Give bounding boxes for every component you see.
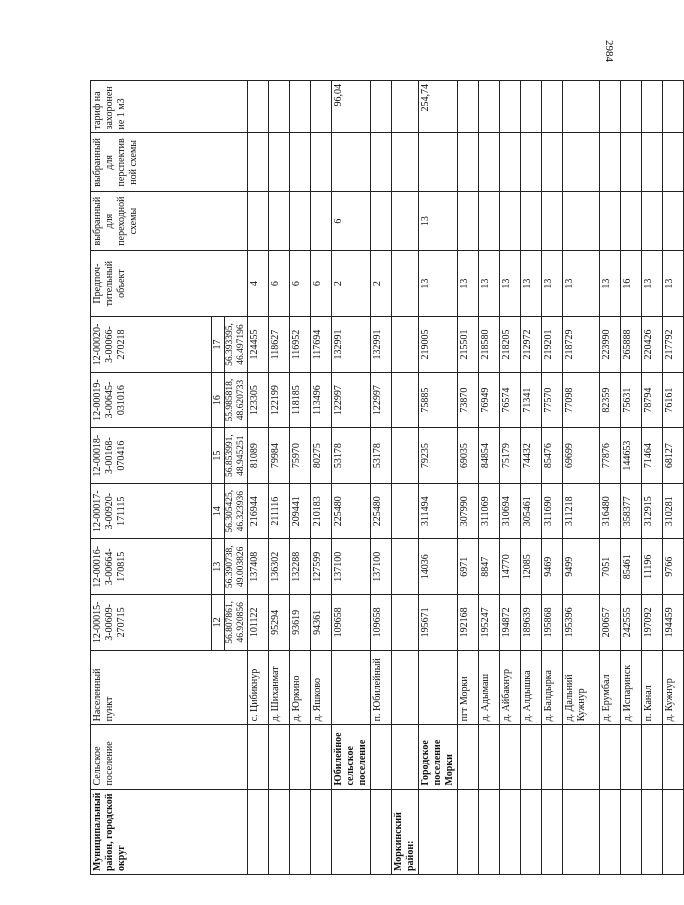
value-cell: 137408 — [248, 539, 269, 595]
district-cell: Моркинский район: — [392, 789, 419, 874]
preferred-object-cell: 13 — [563, 250, 600, 316]
locality-cell: д. Испаринск — [621, 650, 642, 725]
value-cell: 210183 — [311, 483, 332, 539]
value-cell: 74432 — [521, 428, 542, 484]
locality-cell: д. Яшково — [311, 650, 332, 725]
settlement-cell — [563, 725, 600, 789]
selected-perspective-cell — [248, 133, 269, 192]
header-row — [91, 81, 212, 875]
header-object-16: 12-00019-З-00645-031016 — [91, 372, 212, 428]
value-cell — [392, 317, 419, 373]
value-cell: 77098 — [563, 372, 600, 428]
tariff-cell — [269, 81, 290, 133]
locality-cell: д. Алдышка — [521, 650, 542, 725]
value-cell: 101122 — [248, 595, 269, 651]
value-cell: 265888 — [621, 317, 642, 373]
district-cell — [621, 789, 642, 874]
value-cell: 122997 — [371, 372, 392, 428]
selected-perspective-cell — [563, 133, 600, 192]
value-cell: 195671 — [419, 595, 458, 651]
column-number: 15 — [212, 428, 225, 484]
selected-perspective-cell — [479, 133, 500, 192]
value-cell: 195247 — [479, 595, 500, 651]
table-row — [269, 81, 290, 875]
value-cell — [392, 595, 419, 651]
district-cell — [542, 789, 563, 874]
column-number: 12 — [212, 595, 225, 651]
column-number: 16 — [212, 372, 225, 428]
value-cell: 116952 — [290, 317, 311, 373]
tariff-cell — [479, 81, 500, 133]
value-cell: 132288 — [290, 539, 311, 595]
selected-perspective-cell — [642, 133, 663, 192]
value-cell: 9469 — [542, 539, 563, 595]
coordinate-cell: 55.985818, 48.620733 — [225, 372, 248, 428]
selected-perspective-cell — [521, 133, 542, 192]
value-cell: 219201 — [542, 317, 563, 373]
preferred-object-cell: 13 — [642, 250, 663, 316]
preferred-object-cell: 13 — [542, 250, 563, 316]
value-cell: 358377 — [621, 483, 642, 539]
value-cell: 124455 — [248, 317, 269, 373]
coordinate-cell: 56.305425, 46.323936 — [225, 483, 248, 539]
value-cell: 216944 — [248, 483, 269, 539]
value-cell: 117694 — [311, 317, 332, 373]
value-cell: 316480 — [600, 483, 621, 539]
selected-perspective-cell — [458, 133, 479, 192]
district-cell — [663, 789, 684, 874]
value-cell: 200657 — [600, 595, 621, 651]
value-cell: 79235 — [419, 428, 458, 484]
value-cell: 122199 — [269, 372, 290, 428]
locality-cell: д. Дальний Кужнур — [563, 650, 600, 725]
value-cell: 77876 — [600, 428, 621, 484]
district-cell — [371, 789, 392, 874]
value-cell: 311690 — [542, 483, 563, 539]
selected-perspective-cell — [371, 133, 392, 192]
value-cell: 127599 — [311, 539, 332, 595]
value-cell: 71341 — [521, 372, 542, 428]
locality-cell — [419, 650, 458, 725]
selected-perspective-cell — [542, 133, 563, 192]
district-cell — [311, 789, 332, 874]
selected-transition-cell — [392, 192, 419, 251]
value-cell: 118185 — [290, 372, 311, 428]
district-cell — [479, 789, 500, 874]
value-cell: 75631 — [621, 372, 642, 428]
selected-transition-cell — [248, 192, 269, 251]
value-cell: 195396 — [563, 595, 600, 651]
table-row — [458, 81, 479, 875]
value-cell: 84854 — [479, 428, 500, 484]
locality-cell: д. Ерумбал — [600, 650, 621, 725]
value-cell: 113496 — [311, 372, 332, 428]
value-cell: 132991 — [332, 317, 371, 373]
value-cell: 137100 — [371, 539, 392, 595]
table-row — [521, 81, 542, 875]
value-cell: 218205 — [500, 317, 521, 373]
preferred-object-cell: 6 — [311, 250, 332, 316]
value-cell: 242555 — [621, 595, 642, 651]
table-row — [542, 81, 563, 875]
header-object-17: 12-00020-З-00066-270218 — [91, 317, 212, 373]
value-cell: 189639 — [521, 595, 542, 651]
value-cell: 311069 — [479, 483, 500, 539]
tariff-cell — [642, 81, 663, 133]
preferred-object-cell: 6 — [290, 250, 311, 316]
locality-cell: д. Юркино — [290, 650, 311, 725]
table-row — [563, 81, 600, 875]
selected-perspective-cell — [621, 133, 642, 192]
preferred-object-cell: 13 — [458, 250, 479, 316]
locality-cell: д. Шиханмат — [269, 650, 290, 725]
locality-cell: п. Юбилейный — [371, 650, 392, 725]
tariff-cell — [621, 81, 642, 133]
selected-transition-cell — [311, 192, 332, 251]
settlement-cell — [500, 725, 521, 789]
value-cell: 82359 — [600, 372, 621, 428]
value-cell: 9766 — [663, 539, 684, 595]
value-cell: 212972 — [521, 317, 542, 373]
value-cell: 73870 — [458, 372, 479, 428]
preferred-object-cell: 13 — [663, 250, 684, 316]
header-selected-perspective: выбранный для перспективной схемы — [91, 133, 248, 192]
locality-cell — [332, 650, 371, 725]
tariff-cell — [458, 81, 479, 133]
tariff-cell — [521, 81, 542, 133]
tariff-cell — [311, 81, 332, 133]
selected-transition-cell — [600, 192, 621, 251]
value-cell: 53178 — [371, 428, 392, 484]
value-cell: 209441 — [290, 483, 311, 539]
table-row — [621, 81, 642, 875]
value-cell: 85476 — [542, 428, 563, 484]
locality-cell: п. Канал — [642, 650, 663, 725]
value-cell: 14036 — [419, 539, 458, 595]
locality-cell: д. Кужнур — [663, 650, 684, 725]
locality-cell: д. Балдырка — [542, 650, 563, 725]
table-row — [500, 81, 521, 875]
tariff-cell — [290, 81, 311, 133]
settlement-cell — [521, 725, 542, 789]
table-row — [371, 81, 392, 875]
preferred-object-cell: 13 — [419, 250, 458, 316]
selected-perspective-cell — [332, 133, 371, 192]
settlement-cell — [392, 725, 419, 789]
column-number: 13 — [212, 539, 225, 595]
value-cell: 76574 — [500, 372, 521, 428]
value-cell: 218729 — [563, 317, 600, 373]
value-cell: 123305 — [248, 372, 269, 428]
selected-transition-cell — [371, 192, 392, 251]
preferred-object-cell — [392, 250, 419, 316]
value-cell: 94361 — [311, 595, 332, 651]
district-cell — [458, 789, 479, 874]
value-cell: 144653 — [621, 428, 642, 484]
selected-perspective-cell — [500, 133, 521, 192]
value-cell: 76161 — [663, 372, 684, 428]
preferred-object-cell: 13 — [479, 250, 500, 316]
district-cell — [600, 789, 621, 874]
header-settlement: Сельское поселение — [91, 725, 248, 789]
page-number: 2984 — [603, 40, 615, 62]
locality-cell: д. Адымаш — [479, 650, 500, 725]
value-cell: 307990 — [458, 483, 479, 539]
value-cell: 71464 — [642, 428, 663, 484]
value-cell: 77570 — [542, 372, 563, 428]
value-cell: 220426 — [642, 317, 663, 373]
selected-transition-cell — [479, 192, 500, 251]
value-cell: 80275 — [311, 428, 332, 484]
value-cell: 9499 — [563, 539, 600, 595]
coordinate-cell: 56.393395, 46.497196 — [225, 317, 248, 373]
table-row — [600, 81, 621, 875]
value-cell: 194459 — [663, 595, 684, 651]
selected-perspective-cell — [419, 133, 458, 192]
table-row — [663, 81, 684, 875]
district-cell — [332, 789, 371, 874]
value-cell: 93619 — [290, 595, 311, 651]
district-cell — [248, 789, 269, 874]
settlement-cell — [600, 725, 621, 789]
header-selected-transition: выбранный для переходной схемы — [91, 192, 248, 251]
selected-transition-cell — [458, 192, 479, 251]
value-cell: 215501 — [458, 317, 479, 373]
preferred-object-cell: 2 — [371, 250, 392, 316]
settlement-cell — [642, 725, 663, 789]
value-cell: 194872 — [500, 595, 521, 651]
selected-perspective-cell — [290, 133, 311, 192]
selected-transition-cell — [621, 192, 642, 251]
value-cell: 312915 — [642, 483, 663, 539]
table-row — [311, 81, 332, 875]
selected-perspective-cell — [600, 133, 621, 192]
locality-cell: с. Цибикнур — [248, 650, 269, 725]
settlement-cell — [311, 725, 332, 789]
column-number: 17 — [212, 317, 225, 373]
table-row — [248, 81, 269, 875]
value-cell: 197092 — [642, 595, 663, 651]
value-cell: 81089 — [248, 428, 269, 484]
settlement-cell: Юбилейное сельское поселение — [332, 725, 371, 789]
selected-perspective-cell — [392, 133, 419, 192]
header-object-15: 12-00018-З-00168-070416 — [91, 428, 212, 484]
district-cell — [269, 789, 290, 874]
value-cell: 12085 — [521, 539, 542, 595]
tariff-cell — [663, 81, 684, 133]
selected-transition-cell — [642, 192, 663, 251]
table-row — [479, 81, 500, 875]
header-district: Муниципальный район, городской округ — [91, 789, 248, 874]
value-cell: 219005 — [419, 317, 458, 373]
selected-perspective-cell — [663, 133, 684, 192]
tariff-cell: 254,74 — [419, 81, 458, 133]
value-cell: 218580 — [479, 317, 500, 373]
settlement-cell — [479, 725, 500, 789]
district-cell — [563, 789, 600, 874]
settlement-cell — [458, 725, 479, 789]
coordinate-cell: 56.390738, 49.003826 — [225, 539, 248, 595]
value-cell: 311218 — [563, 483, 600, 539]
value-cell: 109658 — [371, 595, 392, 651]
value-cell: 137100 — [332, 539, 371, 595]
value-cell: 311494 — [419, 483, 458, 539]
value-cell: 192168 — [458, 595, 479, 651]
preferred-object-cell: 13 — [600, 250, 621, 316]
tariff-cell — [542, 81, 563, 133]
locality-cell: пгт Морки — [458, 650, 479, 725]
tariff-cell — [392, 81, 419, 133]
value-cell: 223990 — [600, 317, 621, 373]
value-cell: 122997 — [332, 372, 371, 428]
value-cell: 78794 — [642, 372, 663, 428]
header-locality: Населенный пункт — [91, 650, 248, 725]
value-cell: 217792 — [663, 317, 684, 373]
selected-transition-cell — [563, 192, 600, 251]
value-cell: 225480 — [371, 483, 392, 539]
value-cell: 11196 — [642, 539, 663, 595]
district-cell — [642, 789, 663, 874]
table-row — [642, 81, 663, 875]
preferred-object-cell: 6 — [269, 250, 290, 316]
district-cell — [521, 789, 542, 874]
value-cell: 118627 — [269, 317, 290, 373]
settlement-cell — [371, 725, 392, 789]
table-row — [332, 81, 371, 875]
coordinate-cell: 56.807861, 46.920856 — [225, 595, 248, 651]
selected-perspective-cell — [269, 133, 290, 192]
header-object-12: 12-00015-З-00609-270715 — [91, 595, 212, 651]
tariff-cell — [371, 81, 392, 133]
coordinate-cell: 56.853991, 48.945251 — [225, 428, 248, 484]
value-cell: 8847 — [479, 539, 500, 595]
preferred-object-cell: 2 — [332, 250, 371, 316]
tariff-cell — [563, 81, 600, 133]
settlement-cell — [621, 725, 642, 789]
tariff-cell — [248, 81, 269, 133]
selected-transition-cell: 13 — [419, 192, 458, 251]
value-cell: 310281 — [663, 483, 684, 539]
value-cell: 7051 — [600, 539, 621, 595]
selected-transition-cell — [663, 192, 684, 251]
value-cell — [392, 372, 419, 428]
value-cell: 109658 — [332, 595, 371, 651]
tariff-cell: 96,04 — [332, 81, 371, 133]
locality-cell: д. Айбакнур — [500, 650, 521, 725]
settlement-cell — [663, 725, 684, 789]
value-cell: 14770 — [500, 539, 521, 595]
header-preferred-object: Предпоч-тительный объект — [91, 250, 248, 316]
value-cell: 75970 — [290, 428, 311, 484]
preferred-object-cell: 16 — [621, 250, 642, 316]
table-row — [290, 81, 311, 875]
value-cell: 225480 — [332, 483, 371, 539]
locality-cell — [392, 650, 419, 725]
value-cell: 6971 — [458, 539, 479, 595]
value-cell — [392, 483, 419, 539]
header-tariff: тариф на захоронение 1 м3 — [91, 81, 248, 133]
tariff-cell — [500, 81, 521, 133]
value-cell: 79984 — [269, 428, 290, 484]
preferred-object-cell: 13 — [521, 250, 542, 316]
value-cell: 95294 — [269, 595, 290, 651]
tariff-table — [90, 80, 684, 875]
rotated-table-container — [90, 80, 675, 875]
value-cell: 76949 — [479, 372, 500, 428]
settlement-cell — [290, 725, 311, 789]
value-cell: 69699 — [563, 428, 600, 484]
header-object-14: 12-00017-З-00920-171115 — [91, 483, 212, 539]
preferred-object-cell: 13 — [500, 250, 521, 316]
value-cell: 195868 — [542, 595, 563, 651]
district-cell — [500, 789, 521, 874]
selected-perspective-cell — [311, 133, 332, 192]
column-number: 14 — [212, 483, 225, 539]
settlement-cell — [248, 725, 269, 789]
selected-transition-cell: 6 — [332, 192, 371, 251]
value-cell: 132991 — [371, 317, 392, 373]
settlement-cell: Городское поселение Морки — [419, 725, 458, 789]
value-cell: 75179 — [500, 428, 521, 484]
settlement-cell — [269, 725, 290, 789]
tariff-cell — [600, 81, 621, 133]
selected-transition-cell — [269, 192, 290, 251]
district-cell — [290, 789, 311, 874]
selected-transition-cell — [521, 192, 542, 251]
header-object-13: 12-00016-З-00664-170815 — [91, 539, 212, 595]
value-cell: 305461 — [521, 483, 542, 539]
preferred-object-cell: 4 — [248, 250, 269, 316]
value-cell: 136302 — [269, 539, 290, 595]
table-row — [392, 81, 419, 875]
selected-transition-cell — [290, 192, 311, 251]
district-cell — [419, 789, 458, 874]
value-cell: 53178 — [332, 428, 371, 484]
table-row — [419, 81, 458, 875]
settlement-cell — [542, 725, 563, 789]
value-cell: 211116 — [269, 483, 290, 539]
value-cell — [392, 428, 419, 484]
value-cell: 69035 — [458, 428, 479, 484]
value-cell: 75885 — [419, 372, 458, 428]
value-cell: 85461 — [621, 539, 642, 595]
value-cell: 310694 — [500, 483, 521, 539]
selected-transition-cell — [542, 192, 563, 251]
value-cell — [392, 539, 419, 595]
value-cell: 68127 — [663, 428, 684, 484]
selected-transition-cell — [500, 192, 521, 251]
